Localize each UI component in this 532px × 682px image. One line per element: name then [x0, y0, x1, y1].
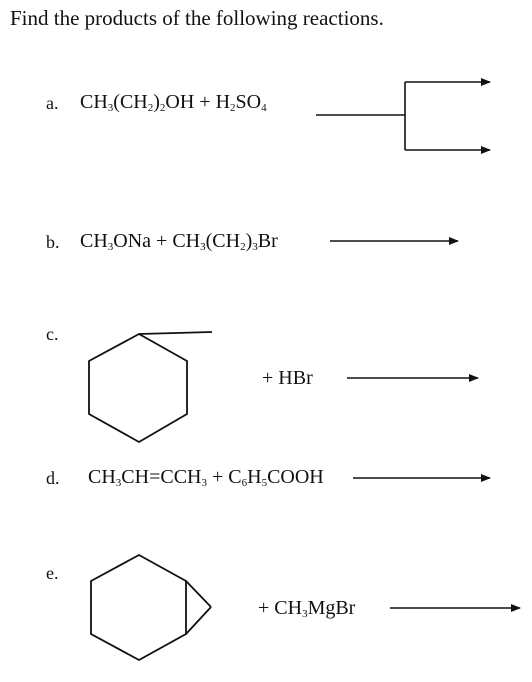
- reaction-c-exo-bond: [139, 332, 212, 334]
- formula-text: (CH: [113, 91, 148, 113]
- subscript: 3: [252, 241, 258, 253]
- formula-text: + C: [206, 466, 242, 488]
- formula-text: CH=CCH: [121, 466, 202, 488]
- formula-text: CH: [80, 91, 108, 113]
- formula-text: H: [247, 466, 262, 488]
- formula-text: CH: [88, 466, 116, 488]
- formula-text: ): [153, 91, 160, 113]
- reaction-a-label: a.: [46, 93, 59, 113]
- subscript: 3: [200, 241, 206, 253]
- subscript: 6: [241, 477, 248, 489]
- subscript: 3: [107, 241, 114, 253]
- question-title: Find the products of the following reactions.: [10, 6, 384, 30]
- formula-text: MgBr: [307, 597, 356, 619]
- formula-text: ): [245, 230, 253, 252]
- reaction-c-hexagon-ring: [89, 334, 187, 442]
- subscript: 2: [240, 241, 246, 253]
- reaction-e-epoxide-bond-top: [186, 581, 211, 607]
- formula-text: ONa + CH: [113, 230, 201, 252]
- formula-text: OH + H: [165, 91, 231, 113]
- formula-text: (CH: [205, 230, 241, 252]
- subscript: 3: [107, 102, 114, 114]
- reaction-e-epoxide-bond-bottom: [186, 607, 211, 634]
- formula-text: CH: [80, 230, 108, 252]
- subscript: 4: [261, 102, 267, 114]
- reaction-c-reagent: + HBr: [262, 367, 313, 389]
- formula-text: Br: [257, 230, 278, 252]
- formula-text: + CH: [258, 597, 303, 619]
- reaction-e-label: e.: [46, 563, 59, 583]
- reaction-d-label: d.: [46, 468, 60, 488]
- subscript: 3: [302, 608, 308, 620]
- subscript: 2: [159, 102, 166, 114]
- reaction-c-structure: [89, 332, 212, 442]
- formula-text: COOH: [267, 466, 324, 488]
- subscript: 3: [115, 477, 122, 489]
- subscript: 3: [201, 477, 207, 489]
- subscript: 2: [230, 102, 236, 114]
- subscript: 5: [261, 477, 268, 489]
- formula-text: SO: [235, 91, 262, 113]
- reaction-b-label: b.: [46, 232, 60, 252]
- reaction-e-structure: [91, 555, 211, 660]
- reaction-a-forked-arrow: [316, 82, 490, 150]
- reaction-e-hexagon-ring: [91, 555, 186, 660]
- subscript: 2: [147, 102, 154, 114]
- reaction-c-label: c.: [46, 324, 59, 344]
